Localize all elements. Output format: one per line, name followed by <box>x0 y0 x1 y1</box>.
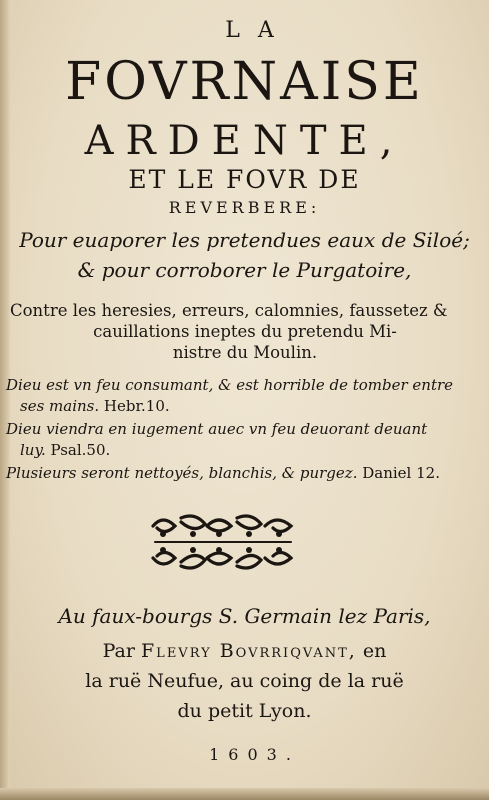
title-ardente: ARDENTE, <box>84 118 405 164</box>
against-line-1: Contre les heresies, erreurs, calomnies, faussetez & <box>10 301 448 320</box>
quote-hebrews <box>6 375 476 417</box>
against-line-2: cauillations ineptes du pretendu Mi- <box>93 322 397 341</box>
purpose-line-2: & pour corroborer le Purgatoire, <box>77 258 412 282</box>
against-line-3: nistre du Moulin. <box>172 343 318 362</box>
quote-psalm <box>6 419 476 461</box>
title-four-de: ET LE FOVR DE <box>128 165 361 194</box>
quote-psalm-line-1: Dieu viendra en iugement auec vn feu deuorant deuant <box>6 420 428 438</box>
imprint-printer <box>0 640 489 662</box>
imprint-printer-name: Flevry Bovrriqvant, <box>141 640 357 662</box>
quote-psalm-ref: Psal.50. <box>50 441 111 459</box>
quote-daniel-ref: Daniel 12. <box>362 464 440 482</box>
quote-daniel-text: Plusieurs seront nettoyés, blanchis, & purgez. <box>6 464 358 482</box>
quote-hebrews-ref: Hebr.10. <box>103 397 170 415</box>
quote-hebrews-line-2: ses mains. <box>20 397 100 415</box>
purpose-line-1: Pour euaporer les pretendues eaux de Siloé; <box>19 228 470 252</box>
against-paragraph <box>8 300 480 363</box>
title-fournaise: FOVRNAISE <box>65 52 424 112</box>
quote-psalm-line-2: luy. <box>20 441 46 459</box>
imprint-street: la ruë Neufue, au coing de la ruë <box>85 670 404 692</box>
imprint-printer-en: en <box>362 640 387 662</box>
quote-daniel <box>6 463 476 484</box>
page-bottom-edge <box>0 788 489 800</box>
imprint-printer-par: Par <box>102 640 135 662</box>
title-la: LA <box>225 18 292 43</box>
quote-hebrews-line-1: Dieu est vn feu consumant, & est horrible de tomber entre <box>6 376 454 394</box>
title-reverbere: REVERBERE: <box>168 198 321 217</box>
imprint-sign: du petit Lyon. <box>177 700 312 722</box>
fleuron-ornament <box>145 508 300 578</box>
imprint-place: Au faux-bourgs S. Germain lez Paris, <box>58 604 431 628</box>
imprint-year: 1603. <box>209 745 300 764</box>
